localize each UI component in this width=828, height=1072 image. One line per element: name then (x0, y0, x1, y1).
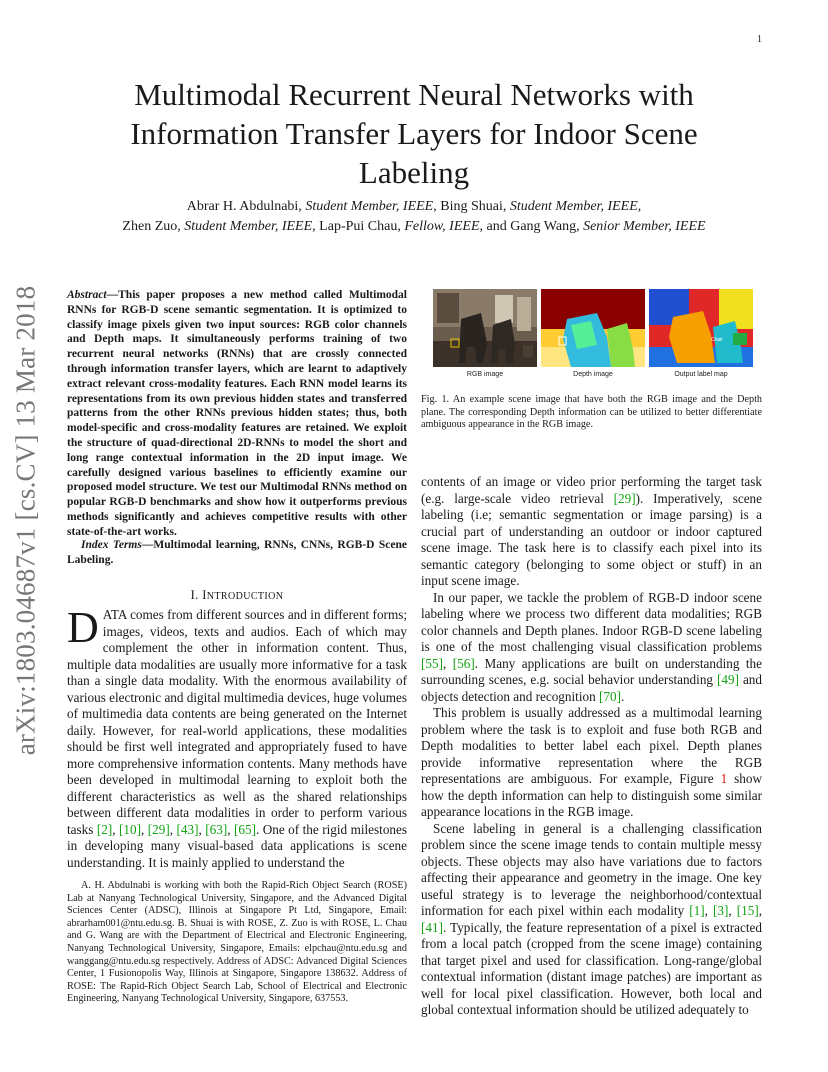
arxiv-watermark (10, 280, 42, 760)
body-text: and objects detection and recognition (421, 672, 762, 704)
body-text: Scene labeling in general is a challenging classification problem since the scene image tends to contain multiple messy objects. These objects may also have variations due to factors affecting their appearance and geometry in the image. One key useful strategy is to leverage the neighborhood/contextual information for each pixel within each modality (421, 820, 762, 918)
citation-link[interactable]: [29] (147, 821, 170, 837)
citation-link[interactable]: [1] (689, 903, 705, 918)
author-role: Student Member, IEEE (184, 219, 313, 234)
section-heading (67, 588, 407, 603)
author-list (60, 197, 768, 237)
body-text: ). Imperatively, scene labeling (i.e; semantic segmentation or image parsing) is a crucial part of understanding an outdoor or indoor captured scene image. The task here is to classify each pixel into its semantic category (belonging to some object or stuff) in an input scene image. (421, 490, 762, 588)
page-number: 1 (757, 34, 762, 45)
abstract-text: —This paper proposes a new method called Multimodal RNNs for RGB-D scene semantic segmentation. It is optimized to classify image pixels given two input sources: RGB color channels and Depth maps. It simultaneously performs training of two recurrent neural networks (RNNs) that are crossly connected through information transfer layers, which are learnt to adaptively extract relevant cross-modality features. Each RNN model learns its representations from its own previous hidden states and transferred patterns from the other RNNs previous hidden states; thus, both model-specific and cross-modality features are retained. We exploit the structure of quad-directional 2D-RNNs to model the short and long range contextual information in the 2D input image. We carefully designed various baselines to efficiently examine our proposed model structure. We test our Multimodal RNNs method on popular RGB-D benchmarks and show how it outperforms previous methods significantly and achieves competitive results with other state-of-the-art works. (67, 289, 407, 538)
label-map-panel (649, 289, 753, 367)
citation-link[interactable]: [49] (716, 672, 739, 687)
author-name: , and Gang Wang, (479, 219, 580, 234)
citation-link[interactable]: [15] (736, 903, 759, 918)
section-title-initial: I (202, 588, 207, 602)
paper-title: Multimodal Recurrent Neural Networks with Information Transfer Layers for Indoor Scene Labeling (130, 77, 698, 190)
citation-link[interactable]: [29] (613, 490, 636, 506)
abstract (67, 288, 407, 540)
body-text: show how the depth information can help to distinguish some similar appearance locations in the RGB image. (421, 771, 762, 819)
rgb-image-panel (433, 289, 537, 367)
citation-link[interactable]: [43] (176, 821, 199, 837)
author-role: Fellow, IEEE (404, 219, 480, 234)
citation-link[interactable]: [55] (421, 655, 443, 671)
index-terms (67, 538, 407, 568)
author-name: Zhen Zuo, (122, 219, 181, 234)
depth-image-panel (541, 289, 645, 367)
figure-labels (433, 371, 763, 378)
index-terms-lead: Index Terms (81, 539, 142, 551)
citation-link[interactable]: [2] (96, 821, 113, 837)
body-text: In our paper, we tackle the problem of RGB-D indoor scene labeling where we process two different data modalities; RGB color channels and Depth planes. Indoor RGB-D scene labeling is one of the most challenging visual classification problems (421, 589, 762, 654)
paragraph: In our paper, we tackle the problem of RGB-D indoor scene labeling where we process two different data modalities; RGB color channels and Depth planes. Indoor RGB-D scene labeling is one of the most challenging visual classification problems [55], [56]. Many applications are built on understanding the surrounding scenes, e.g. social behavior understanding [49] and objects detection and recognition [70]. (421, 589, 763, 704)
citation-link[interactable]: [70] (598, 688, 621, 704)
citation-link[interactable]: [65] (234, 821, 256, 837)
author-name: , Lap-Pui Chau, (312, 219, 401, 234)
figure-caption: Fig. 1. An example scene image that have both the RGB image and the Depth plane. The corresponding Depth information can be utilized to better differentiate ambiguous appearance in the RGB image. (421, 394, 762, 431)
section-numeral: I. (190, 588, 199, 602)
paragraph (421, 474, 762, 590)
intro-text: . One of the rigid milestones in developing many visual-based data applications is scene understanding. It is mainly applied to understand the (67, 821, 407, 870)
arxiv-id: arXiv:1803.04687v1 [cs.CV] 13 Mar 2018 (10, 285, 41, 755)
author-role: Senior Member, IEEE (583, 219, 706, 234)
author-footnote: A. H. Abdulnabi is working with both the Rapid-Rich Object Search (ROSE) Lab at Nanyang Technological University, Singapore, and the Advanced Digital Sciences Center (ADSC), Illinois at Singapore Pt Ltd, Singapore, Email: abrarham001@ntu.edu.sg. B. Shuai is with ROSE, Z. Zuo is with ROSE, L. Chau and G. Wang are with the Department of Electrical and Electronic Engineering, Nanyang Technological University, Singapore, Emails: elpchau@ntu.edu.sg and wanggang@ntu.edu.sg respectively. Address of ADSC: Advanced Digital Sciences Center, 1 Fusionopolis Way, Illinois at Singapore, Singapore 138632. Address of ROSE: The Rapid-Rich Object Search Lab, School of Electrical and Electronic Engineering, Nanyang Technological University, Singapore, 637553. (67, 880, 407, 1005)
intro-paragraph: DATA comes from different sources and in different forms; images, videos, texts and audios. Each of which may complement the other in information content. Thus, multiple data modalities are usually more informative for a task than a single data modality. With the enormous availability of various electronic and digital multimedia devices, huge volumes of multimedia data contents are being generated on the Internet daily. However, for real-world applications, these modalities should be first well integrated and appropriately fused to have more comprehensive information contents. Many methods have been developed in multimodal learning to exploit both the different characteristics as well as the shared relationships between different data modalities in order to perform various tasks [2], [10], [29], [43], [63], [65]. One of the rigid milestones in developing many visual-based data applications is scene understanding. It is mainly applied to understand the (67, 603, 407, 870)
depth-image (541, 289, 645, 367)
author-role: Student Member, IEEE (305, 199, 434, 214)
body-text: contents of an image or video prior performing the target task (e.g. large-scale video retrieval (421, 474, 762, 506)
figure-label: Output label map (674, 371, 728, 378)
figure-label: Depth image (573, 371, 613, 378)
author-role: Student Member, IEEE, (509, 199, 642, 214)
body-text: . Many applications are built on understanding the surrounding scenes, e.g. social behavior understanding (421, 655, 763, 687)
figure-1 (433, 289, 763, 367)
figure-label: RGB image (466, 371, 504, 378)
drop-cap: D (67, 603, 99, 652)
citation-link[interactable]: [10] (119, 821, 141, 837)
body-text: . Typically, the feature representation of a pixel is extracted from a local patch (cropped from the scene image) containing that target pixel and used for classification. Long-range/global contextual information (distant image patches) are important as well for local pixel classification. However, both local and global contextual information should be utilized adequately to (421, 919, 762, 1017)
right-column-body (421, 474, 762, 1019)
figure-link[interactable]: 1 (720, 771, 728, 786)
paragraph (421, 705, 762, 821)
citation-link[interactable]: [63] (205, 821, 228, 837)
author-name: , Bing Shuai, (433, 199, 507, 214)
citation-link[interactable]: [3] (713, 903, 729, 918)
index-terms-text: —Multimodal learning, RNNs, CNNs, RGB-D Scene Labeling. (67, 539, 407, 566)
citation-link[interactable]: [41] (421, 919, 443, 935)
citation-link[interactable]: [56] (452, 655, 475, 671)
intro-text: ATA comes from different sources and in different forms; images, videos, texts and audios. Each of which may complement the other in information content. Thus, multiple data modalities are usually more informative for a task than a single data modality. With the enormous availability of various electronic and digital multimedia devices, huge volumes of multimedia data contents are being generated on the Internet daily. However, for real-world applications, these modalities should be first well integrated and appropriately fused to have more comprehensive information contents. Many methods have been developed in multimodal learning to exploit both the different characteristics as well as the shared relationships between different data modalities in order to perform various tasks (67, 607, 407, 837)
chair-tag: Chair (711, 337, 723, 343)
body-text: This problem is usually addressed as a multimodal learning problem where the task is to exploit and fuse both RGB and Depth modalities to better label each pixel. Depth planes provide informative representation where the RGB representations are ambiguous. For example, Figure (421, 705, 762, 786)
abstract-lead: Abstract (67, 289, 107, 301)
paragraph: Scene labeling in general is a challenging classification problem since the scene image tends to contain multiple messy objects. These objects may also have variations due to factors affecting their appearance and geometry in the image. One key useful strategy is to leverage the neighborhood/contextual information for each pixel within each modality [1], [3], [15], [41]. Typically, the feature representation of a pixel is extracted from a local patch (cropped from the scene image) containing that target pixel and used for classification. Long-range/global contextual information (distant image patches) are important as well for local pixel classification. However, both local and global contextual information should be utilized adequately to (421, 820, 763, 1017)
rgb-image (433, 289, 537, 367)
author-name: Abrar H. Abdulnabi, (186, 199, 302, 214)
section-title-rest: NTRODUCTION (206, 591, 284, 602)
output-label-map (649, 289, 753, 367)
